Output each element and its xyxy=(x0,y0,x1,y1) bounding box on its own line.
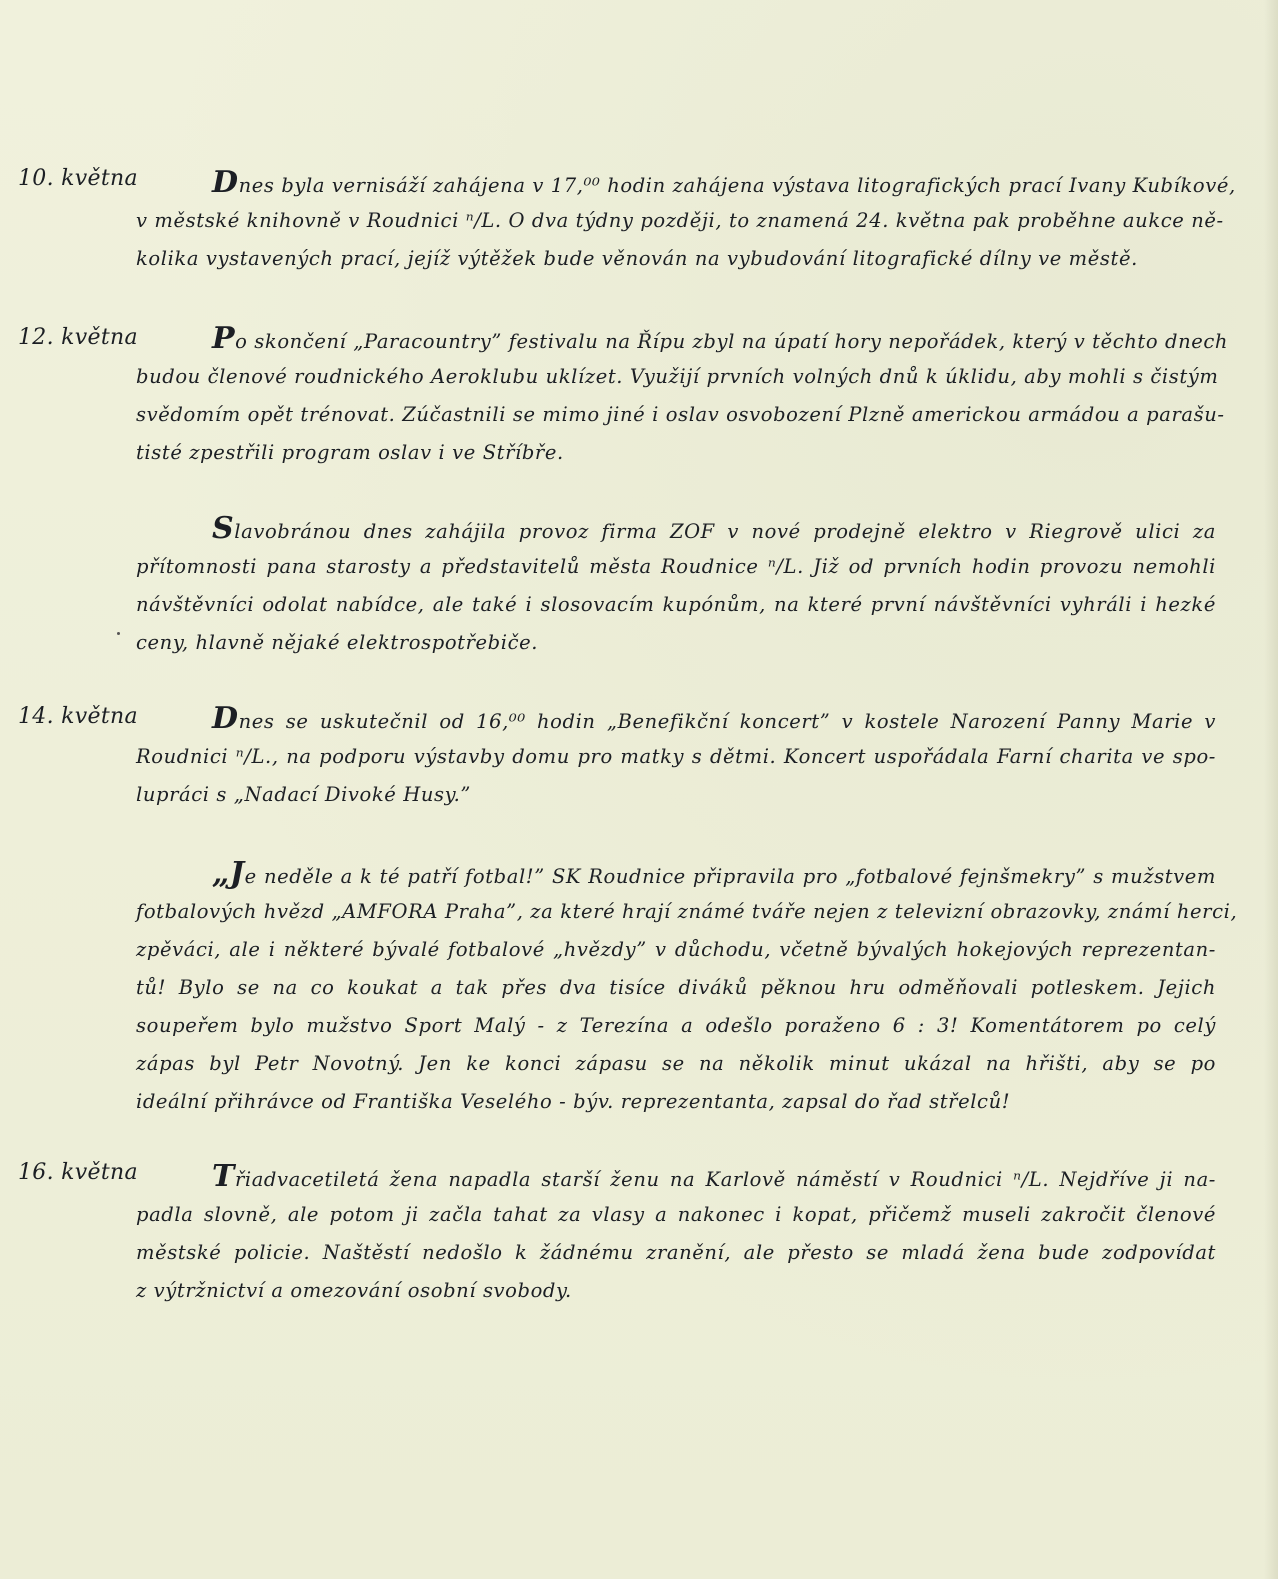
paragraph-line: „Je neděle a k té patří fotbal!” SK Roudnice připravila pro „fotbalové fejnšmekry” s mužstvem xyxy=(212,856,1216,891)
entry-date: 16. května xyxy=(18,1160,138,1185)
paragraph-line: v městské knihovně v Roudnici ⁿ/L. O dva týdny později, to znamená 24. května pak proběhne aukce ně- xyxy=(136,209,1224,232)
paragraph-line: návštěvníci odolat nabídce, ale také i slosovacím kupónům, na které první návštěvníci vyhráli i hezké xyxy=(136,593,1216,616)
paragraph-line: tů! Bylo se na co koukat a tak přes dva tisíce diváků pěknou hru odměňovali potleskem. Jejich xyxy=(136,976,1216,999)
initial-letter: T xyxy=(212,1159,235,1194)
paragraph-line: svědomím opět trénovat. Zúčastnili se mimo jiné i oslav osvobození Plzně americkou armádou a parašu- xyxy=(136,403,1225,426)
ink-speck xyxy=(117,632,120,635)
paragraph-line: Roudnici ⁿ/L., na podporu výstavby domu pro matky s dětmi. Koncert uspořádala Farní charita ve spo- xyxy=(136,745,1216,768)
paragraph-line: městské policie. Naštěstí nedošlo k žádnému zranění, ale přesto se mladá žena bude zodpovídat xyxy=(136,1241,1216,1264)
paragraph-line: lupráci s „Nadací Divoké Husy.” xyxy=(136,783,471,806)
paragraph-line: kolika vystavených prací, jejíž výtěžek bude věnován na vybudování litografické dílny ve městě. xyxy=(136,247,1138,270)
entry-paragraph xyxy=(136,700,1216,814)
paragraph-line: Po skončení „Paracountry” festivalu na Řípu zbyl na úpatí hory nepořádek, který v těchto dnech xyxy=(212,321,1229,356)
paragraph-line: zápas byl Petr Novotný. Jen ke konci zápasu se na několik minut ukázal na hřišti, aby se po xyxy=(136,1052,1216,1075)
initial-letter: S xyxy=(212,511,235,546)
paragraph-line: Slavobránou dnes zahájila provoz firma ZOF v nové prodejně elektro v Riegrově ulici za xyxy=(212,511,1216,546)
paragraph-line: Dnes byla vernisáží zahájena v 17,⁰⁰ hodin zahájena výstava litografických prací Ivany Kubíkové, xyxy=(212,165,1236,200)
entry-paragraph xyxy=(136,320,1229,472)
paragraph-line: ceny, hlavně nějaké elektrospotřebiče. xyxy=(136,631,539,654)
initial-letter: D xyxy=(212,165,239,200)
paragraph-line: budou členové roudnického Aeroklubu uklízet. Využijí prvních volných dnů k úklidu, aby mohli s čistým xyxy=(136,365,1219,388)
paper-edge-shadow xyxy=(1264,0,1278,1579)
paragraph-line: Třiadvacetiletá žena napadla starší ženu na Karlově náměstí v Roudnici ⁿ/L. Nejdříve ji na- xyxy=(212,1159,1216,1194)
paragraph-line: soupeřem bylo mužstvo Sport Malý - z Terezína a odešlo poraženo 6 : 3! Komentátorem po celý xyxy=(136,1014,1216,1037)
initial-letter: P xyxy=(212,321,236,356)
entry-paragraph xyxy=(136,855,1238,1121)
entry-paragraph xyxy=(136,1158,1216,1310)
paragraph-line: fotbalových hvězd „AMFORA Praha”, za které hrají známé tváře nejen z televizní obrazovky, známí herci, xyxy=(136,900,1238,923)
initial-letter: „J xyxy=(212,856,245,891)
entry-paragraph xyxy=(136,164,1236,278)
paragraph-line: padla slovně, ale potom ji začla tahat za vlasy a nakonec i kopat, přičemž museli zakročit členové xyxy=(136,1203,1216,1226)
paragraph-line: přítomnosti pana starosty a představitelů města Roudnice ⁿ/L. Již od prvních hodin provozu nemohli xyxy=(136,555,1216,578)
paragraph-line: Dnes se uskutečnil od 16,⁰⁰ hodin „Benefikční koncert” v kostele Narození Panny Marie v xyxy=(212,701,1216,736)
entry-date: 10. května xyxy=(18,166,138,191)
entry-date: 14. května xyxy=(18,704,138,729)
paragraph-line: ideální přihrávce od Františka Veselého - býv. reprezentanta, zapsal do řad střelců! xyxy=(136,1090,1011,1113)
paragraph-line: zpěváci, ale i některé bývalé fotbalové „hvězdy” v důchodu, včetně bývalých hokejových reprezentan- xyxy=(136,938,1216,961)
paragraph-line: tisté zpestřili program oslav i ve Stříbře. xyxy=(136,441,564,464)
entry-paragraph xyxy=(136,510,1216,662)
paragraph-line: z výtržnictví a omezování osobní svobody. xyxy=(136,1279,572,1302)
initial-letter: D xyxy=(212,701,239,736)
entry-date: 12. května xyxy=(18,325,138,350)
